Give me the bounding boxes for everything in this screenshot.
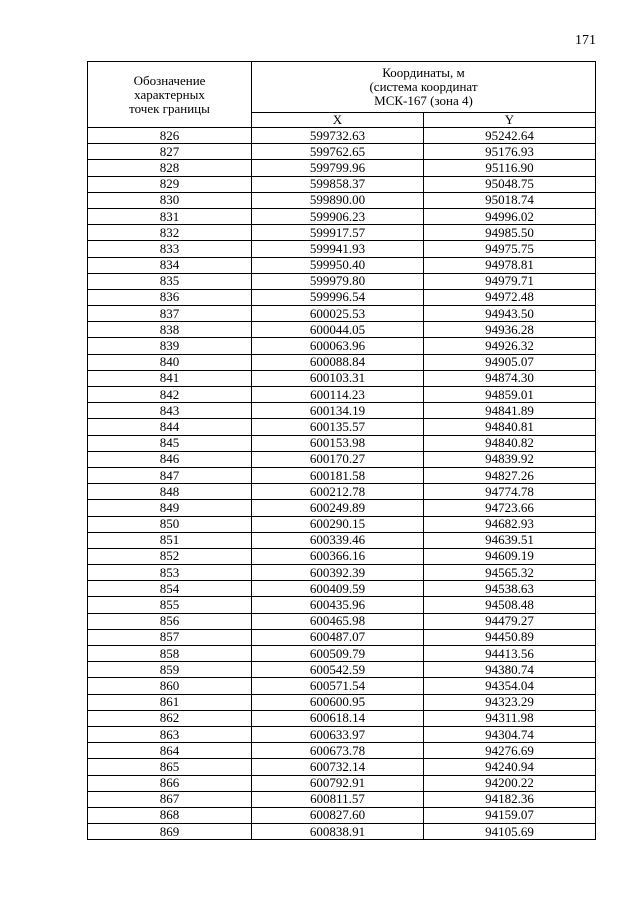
table-row: [88, 516, 596, 532]
table-row: [88, 694, 596, 710]
y-cell: 94538.63: [424, 581, 596, 597]
table-row: [88, 144, 596, 160]
point-cell: 860: [88, 678, 252, 694]
y-cell: 94839.92: [424, 451, 596, 467]
point-cell: 849: [88, 500, 252, 516]
x-cell: 600063.96: [252, 338, 424, 354]
table-row: [88, 467, 596, 483]
point-cell: 861: [88, 694, 252, 710]
point-cell: 848: [88, 484, 252, 500]
table-row: [88, 710, 596, 726]
point-cell: 845: [88, 435, 252, 451]
point-cell: 843: [88, 403, 252, 419]
point-cell: 863: [88, 726, 252, 742]
x-cell: 600366.16: [252, 548, 424, 564]
y-cell: 94450.89: [424, 629, 596, 645]
point-cell: 833: [88, 241, 252, 257]
y-cell: 94323.29: [424, 694, 596, 710]
points-header-line: точек границы: [129, 100, 210, 116]
point-cell: 857: [88, 629, 252, 645]
table-row: [88, 208, 596, 224]
table-row: [88, 646, 596, 662]
point-cell: 856: [88, 613, 252, 629]
point-cell: 838: [88, 322, 252, 338]
y-cell: 94311.98: [424, 710, 596, 726]
y-cell: 94975.75: [424, 241, 596, 257]
table-body: [88, 128, 596, 840]
y-cell: 94723.66: [424, 500, 596, 516]
table-row: [88, 338, 596, 354]
table-row: [88, 225, 596, 241]
table-row: [88, 662, 596, 678]
coords-header-line: Координаты, м: [382, 65, 465, 80]
point-cell: 840: [88, 354, 252, 370]
coordinates-table: [87, 61, 596, 840]
y-cell: 94926.32: [424, 338, 596, 354]
y-cell: 94479.27: [424, 613, 596, 629]
x-cell: 600170.27: [252, 451, 424, 467]
x-cell: 600673.78: [252, 743, 424, 759]
y-cell: 94639.51: [424, 532, 596, 548]
table-row: [88, 581, 596, 597]
x-cell: 600633.97: [252, 726, 424, 742]
point-cell: 854: [88, 581, 252, 597]
point-cell: 855: [88, 597, 252, 613]
y-cell: 94874.30: [424, 370, 596, 386]
x-cell: 599917.57: [252, 225, 424, 241]
points-header-line: характерных: [134, 86, 205, 102]
table-row: [88, 176, 596, 192]
x-cell: 599941.93: [252, 241, 424, 257]
coords-header-line: (система координат: [369, 79, 478, 94]
x-cell: 599890.00: [252, 192, 424, 208]
point-cell: 853: [88, 565, 252, 581]
table-row: [88, 743, 596, 759]
y-cell: 94840.82: [424, 435, 596, 451]
x-cell: 600134.19: [252, 403, 424, 419]
table-row: [88, 273, 596, 289]
x-cell: 600409.59: [252, 581, 424, 597]
point-cell: 828: [88, 160, 252, 176]
x-cell: 600153.98: [252, 435, 424, 451]
x-cell: 600600.95: [252, 694, 424, 710]
table-row: [88, 484, 596, 500]
table-row: [88, 678, 596, 694]
y-cell: 94978.81: [424, 257, 596, 273]
table-row: [88, 548, 596, 564]
table-row: [88, 791, 596, 807]
y-cell: 94565.32: [424, 565, 596, 581]
x-cell: 600181.58: [252, 467, 424, 483]
x-cell: 600025.53: [252, 306, 424, 322]
x-cell: 599732.63: [252, 128, 424, 144]
table-row: [88, 807, 596, 823]
x-cell: 600465.98: [252, 613, 424, 629]
y-cell: 94105.69: [424, 824, 596, 840]
point-cell: 844: [88, 419, 252, 435]
point-cell: 868: [88, 807, 252, 823]
table-row: [88, 241, 596, 257]
table-row: [88, 532, 596, 548]
x-cell: 600487.07: [252, 629, 424, 645]
x-cell: 600542.59: [252, 662, 424, 678]
point-cell: 834: [88, 257, 252, 273]
y-cell: 95116.90: [424, 160, 596, 176]
table-row: [88, 322, 596, 338]
y-cell: 95176.93: [424, 144, 596, 160]
x-cell: 600114.23: [252, 387, 424, 403]
table-row: [88, 306, 596, 322]
y-cell: 95048.75: [424, 176, 596, 192]
point-cell: 866: [88, 775, 252, 791]
y-cell: 94827.26: [424, 467, 596, 483]
table-row: [88, 500, 596, 516]
point-cell: 847: [88, 467, 252, 483]
x-cell: 600792.91: [252, 775, 424, 791]
point-cell: 841: [88, 370, 252, 386]
y-cell: 94943.50: [424, 306, 596, 322]
table-row: [88, 403, 596, 419]
coordinates-column-header: [252, 62, 596, 113]
y-cell: 94979.71: [424, 273, 596, 289]
y-cell: 94182.36: [424, 791, 596, 807]
point-cell: 862: [88, 710, 252, 726]
x-cell: 600135.57: [252, 419, 424, 435]
points-header-line: Обозначение: [133, 72, 206, 88]
table-row: [88, 759, 596, 775]
y-cell: 94985.50: [424, 225, 596, 241]
point-cell: 850: [88, 516, 252, 532]
x-cell: 600509.79: [252, 646, 424, 662]
table-row: [88, 565, 596, 581]
point-cell: 842: [88, 387, 252, 403]
point-cell: 826: [88, 128, 252, 144]
point-cell: 830: [88, 192, 252, 208]
y-cell: 94609.19: [424, 548, 596, 564]
table-row: [88, 435, 596, 451]
x-cell: 600088.84: [252, 354, 424, 370]
table-row: [88, 775, 596, 791]
y-cell: 94905.07: [424, 354, 596, 370]
point-cell: 839: [88, 338, 252, 354]
x-column-header: X: [252, 113, 424, 128]
point-cell: 829: [88, 176, 252, 192]
x-cell: 600811.57: [252, 791, 424, 807]
x-cell: 600339.46: [252, 532, 424, 548]
points-column-header: [88, 62, 252, 128]
x-cell: 599762.65: [252, 144, 424, 160]
y-cell: 94354.04: [424, 678, 596, 694]
point-cell: 837: [88, 306, 252, 322]
y-cell: 94159.07: [424, 807, 596, 823]
y-cell: 94840.81: [424, 419, 596, 435]
x-cell: 599799.96: [252, 160, 424, 176]
x-cell: 600249.89: [252, 500, 424, 516]
point-cell: 832: [88, 225, 252, 241]
table-row: [88, 629, 596, 645]
table-row: [88, 824, 596, 840]
x-cell: 600290.15: [252, 516, 424, 532]
x-cell: 600212.78: [252, 484, 424, 500]
point-cell: 852: [88, 548, 252, 564]
x-cell: 600838.91: [252, 824, 424, 840]
x-cell: 600571.54: [252, 678, 424, 694]
x-cell: 600618.14: [252, 710, 424, 726]
table-row: [88, 192, 596, 208]
x-cell: 599858.37: [252, 176, 424, 192]
x-cell: 599906.23: [252, 208, 424, 224]
point-cell: 831: [88, 208, 252, 224]
x-cell: 600103.31: [252, 370, 424, 386]
y-cell: 94304.74: [424, 726, 596, 742]
point-cell: 836: [88, 289, 252, 305]
x-cell: 600044.05: [252, 322, 424, 338]
x-cell: 599996.54: [252, 289, 424, 305]
point-cell: 858: [88, 646, 252, 662]
y-cell: 94936.28: [424, 322, 596, 338]
table-row: [88, 370, 596, 386]
y-column-header: Y: [424, 113, 596, 128]
table-row: [88, 289, 596, 305]
y-cell: 94682.93: [424, 516, 596, 532]
point-cell: 867: [88, 791, 252, 807]
y-cell: 94774.78: [424, 484, 596, 500]
point-cell: 827: [88, 144, 252, 160]
y-cell: 95242.64: [424, 128, 596, 144]
table-row: [88, 451, 596, 467]
table-row: [88, 257, 596, 273]
table-row: [88, 419, 596, 435]
x-cell: 599950.40: [252, 257, 424, 273]
x-cell: 599979.80: [252, 273, 424, 289]
y-cell: 94996.02: [424, 208, 596, 224]
x-cell: 600732.14: [252, 759, 424, 775]
point-cell: 859: [88, 662, 252, 678]
x-cell: 600827.60: [252, 807, 424, 823]
y-cell: 94200.22: [424, 775, 596, 791]
y-cell: 94972.48: [424, 289, 596, 305]
point-cell: 869: [88, 824, 252, 840]
y-cell: 94859.01: [424, 387, 596, 403]
y-cell: 94380.74: [424, 662, 596, 678]
point-cell: 865: [88, 759, 252, 775]
point-cell: 846: [88, 451, 252, 467]
table-row: [88, 726, 596, 742]
point-cell: 864: [88, 743, 252, 759]
y-cell: 94508.48: [424, 597, 596, 613]
x-cell: 600435.96: [252, 597, 424, 613]
table-row: [88, 354, 596, 370]
point-cell: 835: [88, 273, 252, 289]
y-cell: 94841.89: [424, 403, 596, 419]
y-cell: 95018.74: [424, 192, 596, 208]
point-cell: 851: [88, 532, 252, 548]
table-row: [88, 597, 596, 613]
coords-header-line: МСК-167 (зона 4): [374, 93, 473, 108]
table-row: [88, 128, 596, 144]
table-row: [88, 613, 596, 629]
y-cell: 94276.69: [424, 743, 596, 759]
table-row: [88, 160, 596, 176]
y-cell: 94240.94: [424, 759, 596, 775]
table-row: [88, 387, 596, 403]
y-cell: 94413.56: [424, 646, 596, 662]
page-number: 171: [575, 33, 596, 48]
x-cell: 600392.39: [252, 565, 424, 581]
